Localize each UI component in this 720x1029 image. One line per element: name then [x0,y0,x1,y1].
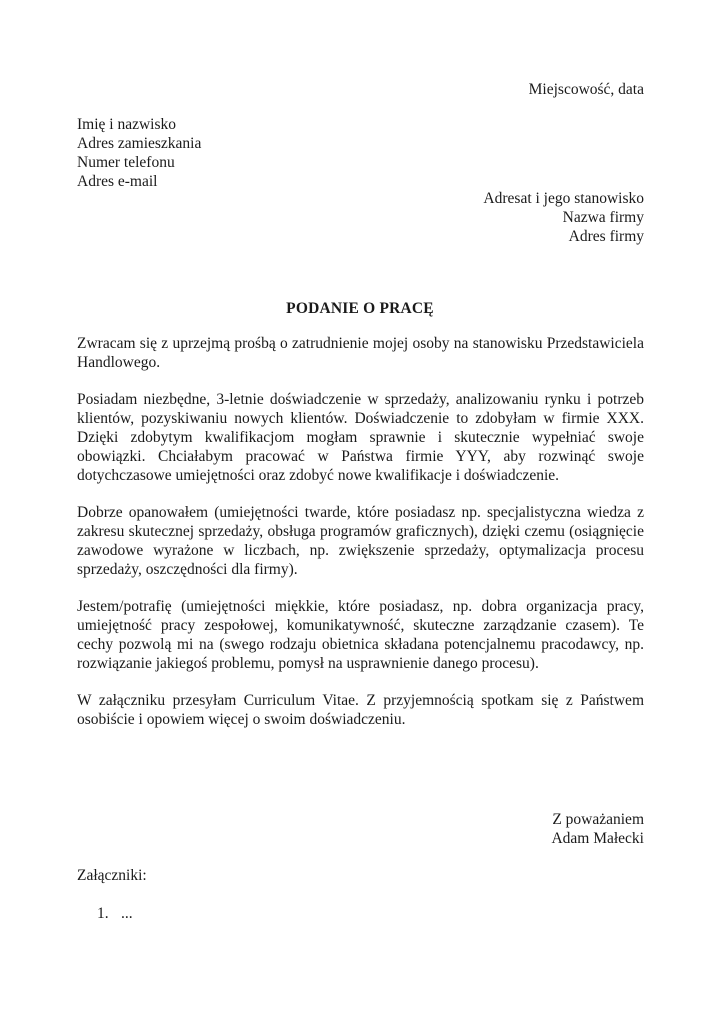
letter-body [77,334,644,747]
attachment-number: 1. [97,905,109,922]
place-and-date [529,80,644,99]
closing-block [551,810,644,848]
paragraph-hard-skills: Dobrze opanowałem (umiejętności twarde, które posiadasz np. specjalistyczna wiedza z zakresu skutecznej sprzedaży, obsługa programów graficznych), dzięki czemu (osiągnięcie zawodowe wyrażone w liczbach, np. zwiększenie sprzedaży, optymalizacja procesu sprzedaży, oszczędności dla firmy). [77,504,644,578]
attachment-text: ... [121,905,133,922]
sender-email: Adres e-mail [77,173,158,190]
document-title: PODANIE O PRACĘ [286,300,434,317]
paragraph-request: Zwracam się z uprzejmą prośbą o zatrudnienie mojej osoby na stanowisku Przedstawiciela Handlowego. [77,335,644,371]
sender-name: Imię i nazwisko [77,116,177,133]
closing-salutation: Z poważaniem [552,811,644,828]
paragraph-soft-skills: Jestem/potrafię (umiejętności miękkie, które posiadasz, np. dobra organizacja pracy, umiejętność pracy zespołowej, komunikatywność, skuteczne zarządzanie czasem). Te cechy pozwolą mi na (swego rodzaju obietnica składana potencjalnemu pracodawcy, np. rozwiązanie jakiegoś problemu, pomysł na usprawnienie danego procesu). [77,598,644,672]
paragraph-attachment-note: W załączniku przesyłam Curriculum Vitae. Z przyjemnością spotkam się z Państwem osobiście i opowiem więcej o swoim doświadczeniu. [77,692,644,728]
recipient-name-position: Adresat i jego stanowisko [483,190,644,207]
sender-block [77,115,201,191]
recipient-company-address: Adres firmy [568,228,644,245]
sender-address: Adres zamieszkania [77,135,202,152]
attachments-label-text: Załączniki: [77,867,147,884]
attachments-label [77,866,147,885]
place-date-text: Miejscowość, data [528,81,644,98]
attachment-list-item [97,905,133,923]
paragraph-experience: Posiadam niezbędne, 3-letnie doświadczenie w sprzedaży, analizowaniu rynku i potrzeb klientów, pozyskiwaniu nowych klientów. Doświadczenie to zdobyłam w firmie XXX. Dzięki zdobytym kwalifikacjom mogłam sprawnie i skutecznie wypełniać swoje obowiązki. Chciałabym pracować w Państwa firmie YYY, aby rozwinąć swoje dotychczasowe umiejętności oraz zdobyć nowe kwalifikacje i doświadczenie. [77,391,644,484]
sender-phone: Numer telefonu [77,154,175,171]
recipient-block [483,189,644,246]
signature-name: Adam Małecki [551,830,644,847]
recipient-company-name: Nazwa firmy [562,209,644,226]
